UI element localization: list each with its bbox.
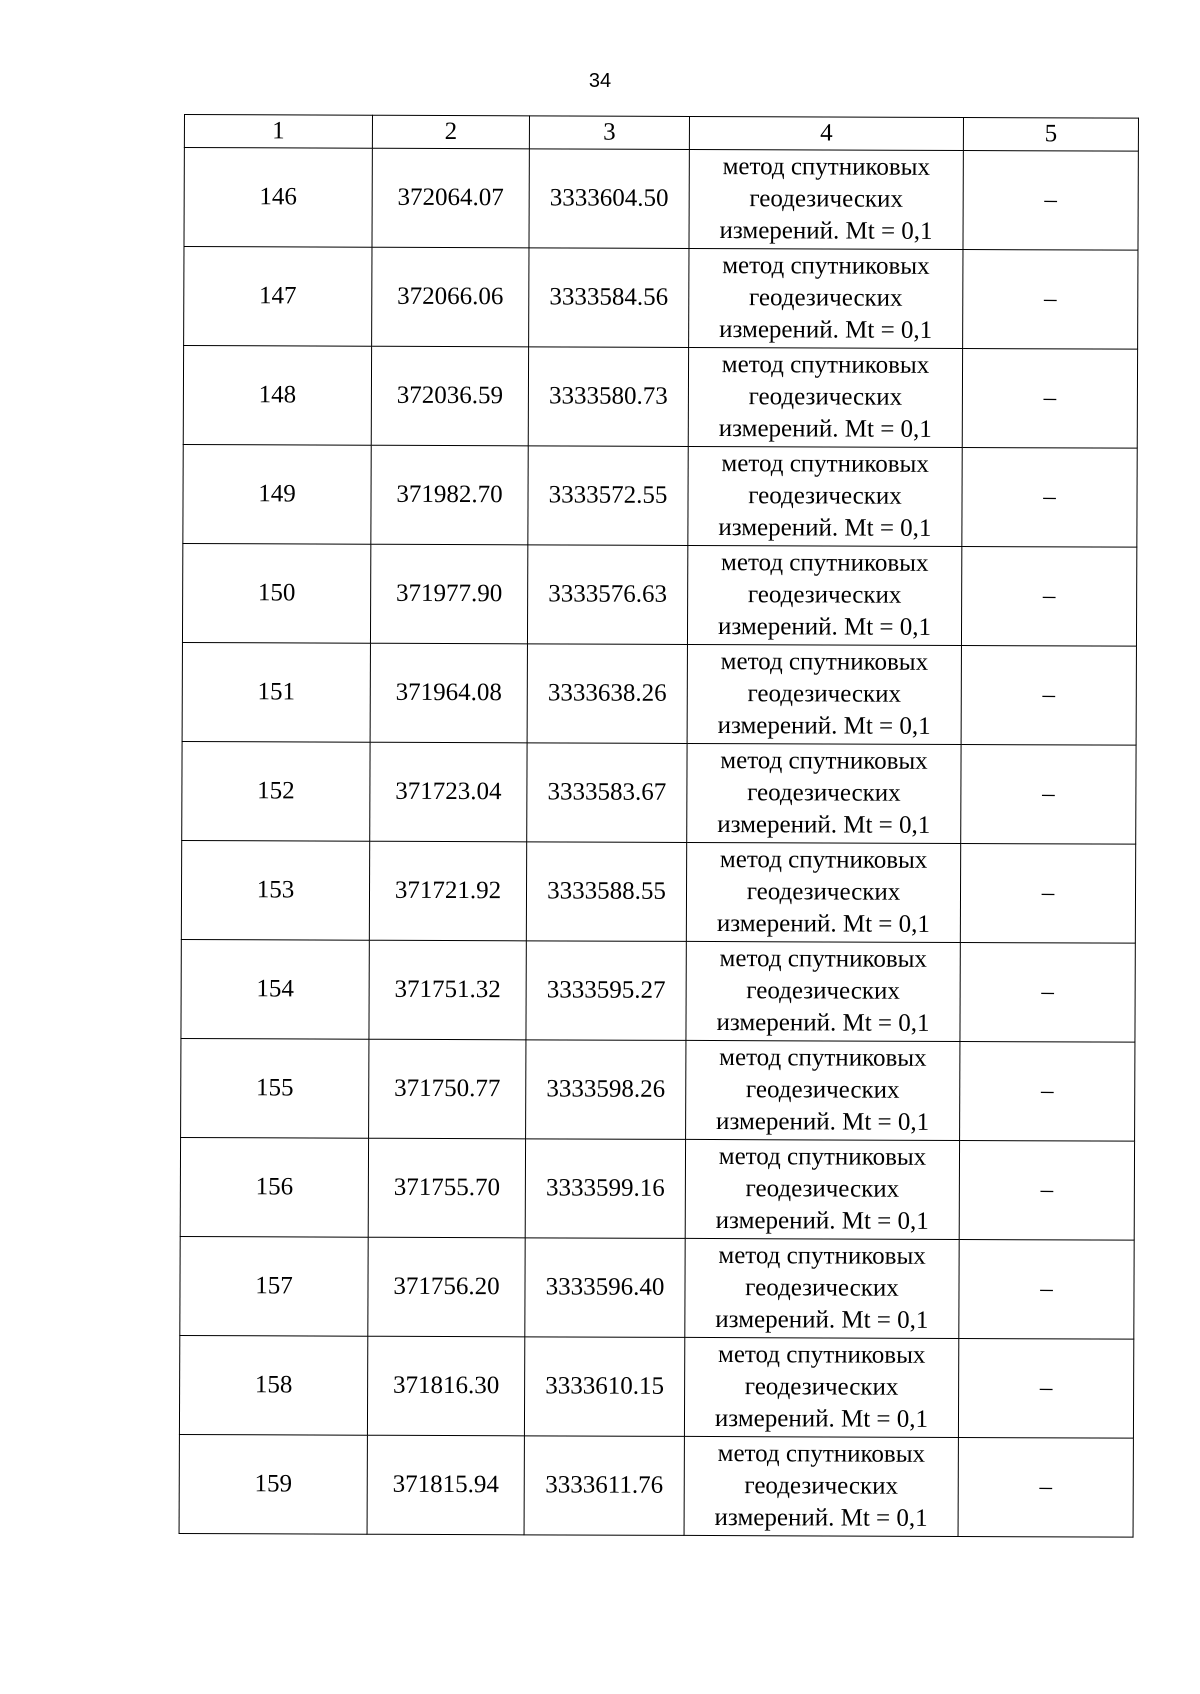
header-cell-3: 3 bbox=[529, 116, 689, 150]
x-coordinate-cell: 372064.07 bbox=[372, 148, 529, 248]
header-cell-2: 2 bbox=[372, 115, 529, 149]
table-row bbox=[179, 1434, 1133, 1537]
point-number-cell: 152 bbox=[182, 741, 370, 841]
note-cell: – bbox=[963, 249, 1138, 349]
method-line: измерений. Mt = 0,1 bbox=[719, 316, 933, 344]
note-cell: – bbox=[960, 1041, 1135, 1141]
method-line: геодезических bbox=[747, 779, 901, 807]
method-line: метод спутниковых bbox=[718, 1242, 926, 1270]
method-line: метод спутниковых bbox=[719, 846, 928, 874]
x-coordinate-cell: 372036.59 bbox=[371, 346, 528, 446]
table-row bbox=[181, 840, 1135, 943]
note-cell: – bbox=[961, 645, 1136, 745]
header-cell-5: 5 bbox=[963, 117, 1138, 151]
note-cell: – bbox=[961, 546, 1136, 646]
method-cell bbox=[686, 842, 960, 942]
y-coordinate-cell: 3333572.55 bbox=[528, 446, 688, 546]
method-line: измерений. Mt = 0,1 bbox=[716, 910, 930, 938]
method-line: геодезических bbox=[746, 878, 901, 906]
note-cell: – bbox=[960, 843, 1135, 943]
method-line: измерений. Mt = 0,1 bbox=[717, 613, 932, 641]
method-line: метод спутниковых bbox=[720, 747, 928, 775]
method-line: измерений. Mt = 0,1 bbox=[716, 1108, 930, 1136]
method-cell bbox=[687, 644, 961, 744]
x-coordinate-cell: 371756.20 bbox=[368, 1237, 525, 1337]
x-coordinate-cell: 371723.04 bbox=[370, 742, 527, 842]
y-coordinate-cell: 3333598.26 bbox=[526, 1040, 686, 1140]
y-coordinate-cell: 3333588.55 bbox=[526, 842, 686, 942]
method-line: метод спутниковых bbox=[722, 252, 930, 280]
point-number-cell: 148 bbox=[183, 346, 371, 446]
note-cell: – bbox=[958, 1338, 1133, 1438]
point-number-cell: 151 bbox=[182, 642, 370, 742]
y-coordinate-cell: 3333638.26 bbox=[527, 644, 687, 744]
table-row bbox=[184, 247, 1138, 350]
table-row bbox=[183, 346, 1137, 449]
point-number-cell: 149 bbox=[183, 444, 371, 544]
method-line: геодезических bbox=[747, 680, 902, 708]
page-number: 34 bbox=[588, 70, 612, 92]
method-line: измерений. Mt = 0,1 bbox=[718, 415, 932, 443]
point-number-cell: 153 bbox=[181, 840, 369, 940]
method-line: метод спутниковых bbox=[717, 1341, 926, 1369]
table-row bbox=[180, 1236, 1134, 1339]
method-line: геодезических bbox=[748, 284, 903, 312]
method-line: метод спутниковых bbox=[720, 648, 929, 676]
x-coordinate-cell: 371977.90 bbox=[370, 544, 527, 644]
method-line: метод спутниковых bbox=[721, 549, 929, 577]
method-line: геодезических bbox=[748, 383, 903, 411]
note-cell: – bbox=[959, 1239, 1134, 1339]
method-line: геодезических bbox=[747, 581, 902, 609]
note-cell: – bbox=[960, 942, 1135, 1042]
x-coordinate-cell: 371982.70 bbox=[371, 445, 528, 545]
method-line: геодезических bbox=[744, 1472, 899, 1500]
table-row bbox=[184, 148, 1138, 251]
header-row bbox=[184, 115, 1138, 152]
y-coordinate-cell: 3333596.40 bbox=[525, 1238, 685, 1338]
method-line: измерений. Mt = 0,1 bbox=[715, 1306, 929, 1334]
y-coordinate-cell: 3333583.67 bbox=[527, 743, 687, 843]
method-line: метод спутниковых bbox=[719, 1044, 927, 1072]
y-coordinate-cell: 3333599.16 bbox=[525, 1139, 685, 1239]
y-coordinate-cell: 3333611.76 bbox=[524, 1436, 684, 1536]
method-line: метод спутниковых bbox=[717, 1440, 926, 1468]
point-number-cell: 147 bbox=[184, 247, 372, 347]
method-line: геодезических bbox=[745, 1175, 900, 1203]
x-coordinate-cell: 371815.94 bbox=[367, 1435, 524, 1535]
coordinates-table bbox=[179, 114, 1139, 1538]
y-coordinate-cell: 3333576.63 bbox=[527, 545, 687, 645]
x-coordinate-cell: 371755.70 bbox=[368, 1138, 525, 1238]
method-cell bbox=[688, 347, 962, 447]
point-number-cell: 157 bbox=[180, 1236, 368, 1336]
method-cell bbox=[686, 1040, 960, 1140]
method-line: геодезических bbox=[744, 1373, 899, 1401]
method-cell bbox=[689, 149, 963, 249]
y-coordinate-cell: 3333595.27 bbox=[526, 941, 686, 1041]
method-line: метод спутниковых bbox=[721, 450, 929, 478]
method-line: геодезических bbox=[749, 185, 904, 213]
table-row bbox=[182, 543, 1136, 646]
note-cell: – bbox=[962, 348, 1137, 448]
method-line: геодезических bbox=[748, 482, 902, 510]
note-cell: – bbox=[961, 744, 1136, 844]
table-row bbox=[181, 1038, 1135, 1141]
note-cell: – bbox=[962, 447, 1137, 547]
method-cell bbox=[689, 248, 963, 348]
method-cell bbox=[688, 446, 962, 546]
point-number-cell: 155 bbox=[181, 1038, 369, 1138]
method-cell bbox=[686, 941, 960, 1041]
method-line: измерений. Mt = 0,1 bbox=[714, 1405, 929, 1433]
y-coordinate-cell: 3333604.50 bbox=[529, 149, 689, 249]
x-coordinate-cell: 371721.92 bbox=[369, 841, 526, 941]
coordinates-table-container bbox=[179, 114, 1139, 1538]
table-row bbox=[182, 642, 1136, 745]
x-coordinate-cell: 372066.06 bbox=[372, 247, 529, 347]
table-row bbox=[181, 939, 1135, 1042]
note-cell: – bbox=[963, 150, 1138, 250]
method-line: геодезических bbox=[745, 1274, 899, 1302]
point-number-cell: 154 bbox=[181, 939, 369, 1039]
header-cell-1: 1 bbox=[184, 115, 372, 149]
y-coordinate-cell: 3333584.56 bbox=[529, 248, 689, 348]
point-number-cell: 146 bbox=[184, 148, 372, 248]
point-number-cell: 150 bbox=[182, 543, 370, 643]
method-cell bbox=[685, 1139, 959, 1239]
point-number-cell: 158 bbox=[179, 1335, 367, 1435]
method-line: геодезических bbox=[745, 1076, 900, 1104]
y-coordinate-cell: 3333610.15 bbox=[524, 1337, 684, 1437]
method-cell bbox=[684, 1337, 958, 1437]
method-line: геодезических bbox=[746, 977, 900, 1005]
method-cell bbox=[687, 743, 961, 843]
table-header bbox=[184, 115, 1138, 152]
method-line: измерений. Mt = 0,1 bbox=[717, 811, 931, 839]
method-line: измерений. Mt = 0,1 bbox=[717, 712, 931, 740]
table-body bbox=[179, 148, 1138, 1538]
note-cell: – bbox=[959, 1140, 1134, 1240]
method-line: метод спутниковых bbox=[721, 351, 930, 379]
y-coordinate-cell: 3333580.73 bbox=[528, 347, 688, 447]
method-line: измерений. Mt = 0,1 bbox=[719, 217, 933, 245]
method-cell bbox=[687, 545, 961, 645]
method-line: измерений. Mt = 0,1 bbox=[715, 1207, 929, 1235]
table-row bbox=[183, 444, 1137, 547]
method-cell bbox=[685, 1238, 959, 1338]
header-cell-4: 4 bbox=[689, 116, 963, 150]
method-line: измерений. Mt = 0,1 bbox=[716, 1009, 930, 1037]
x-coordinate-cell: 371750.77 bbox=[369, 1039, 526, 1139]
point-number-cell: 159 bbox=[179, 1434, 367, 1534]
table-row bbox=[182, 741, 1136, 844]
x-coordinate-cell: 371964.08 bbox=[370, 643, 527, 743]
x-coordinate-cell: 371751.32 bbox=[369, 940, 526, 1040]
table-row bbox=[180, 1137, 1134, 1240]
method-line: измерений. Mt = 0,1 bbox=[718, 514, 932, 542]
method-line: метод спутниковых bbox=[719, 945, 928, 973]
method-line: метод спутниковых bbox=[718, 1143, 927, 1171]
point-number-cell: 156 bbox=[180, 1137, 368, 1237]
note-cell: – bbox=[958, 1437, 1133, 1537]
method-line: метод спутниковых bbox=[722, 153, 931, 181]
x-coordinate-cell: 371816.30 bbox=[367, 1336, 524, 1436]
table-row bbox=[179, 1335, 1133, 1438]
method-cell bbox=[684, 1436, 958, 1536]
method-line: измерений. Mt = 0,1 bbox=[714, 1504, 928, 1532]
